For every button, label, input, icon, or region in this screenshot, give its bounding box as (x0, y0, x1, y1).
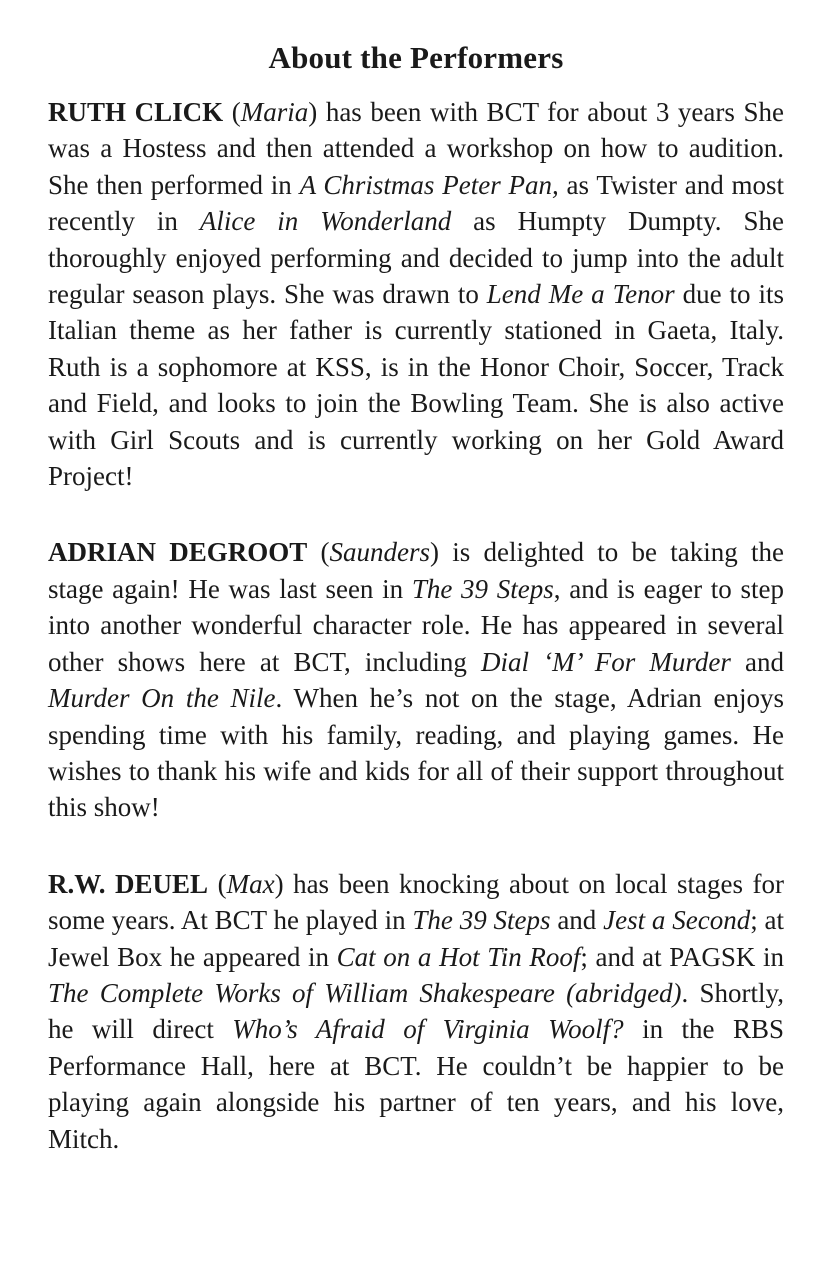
bio-text: due to its Italian theme as her father is currently stationed in Gaeta, Italy. Ruth is a sophomore at KSS, is in the Honor Choir, Soccer, Track and Field, and looks to join the Bowling Team. She is also active with Girl Scouts and is currently working on her Gold Award Project! (48, 279, 784, 492)
show-title: The Complete Works of William Shakespeare (abridged) (48, 977, 682, 1008)
bio-rw-deuel: R.W. DEUEL (Max) has been knocking about on local stages for some years. At BCT he played in The 39 Steps and Jest a Second; at Jewel Box he appeared in Cat on a Hot Tin Roof; and at PAGSK in The Complete Works of William Shakespeare (abridged). Shortly, he will direct Who’s Afraid of Virginia Woolf? in the RBS Performance Hall, here at BCT. He couldn’t be happier to be playing again alongside his partner of ten years, and his love, Mitch. (48, 868, 785, 1154)
bio-text: and (730, 646, 784, 677)
show-title: Cat on a Hot Tin Roof (336, 941, 581, 972)
bio-adrian-degroot: ADRIAN DEGROOT (Saunders) is delighted to be taking the stage again! He was last seen in The 39 Steps, and is eager to step into another wonderful character role. He has appeared in several other shows here at BCT, including Dial ‘M’ For Murder and Murder On the Nile. When he’s not on the stage, Adrian enjoys spending time with his family, reading, and playing games. He wishes to thank his wife and kids for all of their support throughout this show! (48, 537, 784, 823)
character-role: Saunders (329, 537, 431, 568)
bio-text: . Shortly, he will direct (48, 977, 784, 1045)
character-role: Maria (240, 97, 309, 127)
bio-text: ; at Jewel Box he appeared in (48, 905, 785, 972)
character-role: Max (226, 868, 275, 899)
bio-text: is delighted to be taking the stage again! He was last seen in (48, 537, 784, 604)
program-page (48, 38, 784, 1197)
bio-text: has been with BCT for about 3 years She was a Hostess and then attended a workshop on how to audition. She then performed in (48, 97, 784, 200)
bio-text: ; and at PAGSK in (580, 941, 784, 972)
performer-name: ADRIAN DEGROOT (48, 537, 308, 568)
show-title: The 39 Steps (411, 573, 554, 604)
performer-name: R.W. DEUEL (48, 868, 209, 899)
show-title: A Christmas Peter Pan, (299, 169, 559, 200)
page-title: About the Performers (268, 40, 564, 75)
show-title: Jest a Second (603, 905, 751, 936)
bio-text: . When he’s not on the stage, Adrian enjoys spending time with his family, reading, and playing games. He wishes to thank his wife and kids for all of their support throughout this show! (48, 683, 784, 823)
bio-text: and (550, 905, 604, 936)
show-title: Dial ‘M’ For Murder (481, 646, 731, 677)
show-title: Alice in Wonderland (199, 206, 452, 237)
show-title: Who’s Afraid of Virginia Woolf? (232, 1014, 624, 1045)
show-title: Lend Me a Tenor (486, 279, 675, 310)
bio-text: as Twister and most recently in (48, 169, 785, 237)
bio-text: as Humpty Dumpty. She thoroughly enjoyed performing and decided to jump into the adult regular season plays. She was drawn to (48, 206, 784, 310)
show-title: The 39 Steps (412, 905, 551, 936)
show-title: Murder On the Nile (48, 683, 276, 714)
bio-text: , and is eager to step into another wonderful character role. He has appeared in several other shows here at BCT, including (48, 573, 784, 677)
bio-text: in the RBS Performance Hall, here at BCT. He couldn’t be happier to be playing again alongside his partner of ten years, and his love, Mitch. (48, 1014, 784, 1154)
bio-text: has been knocking about on local stages for some years. At BCT he played in (48, 868, 785, 936)
bio-ruth-click: RUTH CLICK (Maria) has been with BCT for about 3 years She was a Hostess and then attended a workshop on how to audition. She then performed in A Christmas Peter Pan, as Twister and most recently in Alice in Wonderland as Humpty Dumpty. She thoroughly enjoyed performing and decided to jump into the adult regular season plays. She was drawn to Lend Me a Tenor due to its Italian theme as her father is currently stationed in Gaeta, Italy. Ruth is a sophomore at KSS, is in the Honor Choir, Soccer, Track and Field, and looks to join the Bowling Team. She is also active with Girl Scouts and is currently working on her Gold Award Project! (48, 97, 785, 492)
performer-name: RUTH CLICK (48, 97, 224, 127)
